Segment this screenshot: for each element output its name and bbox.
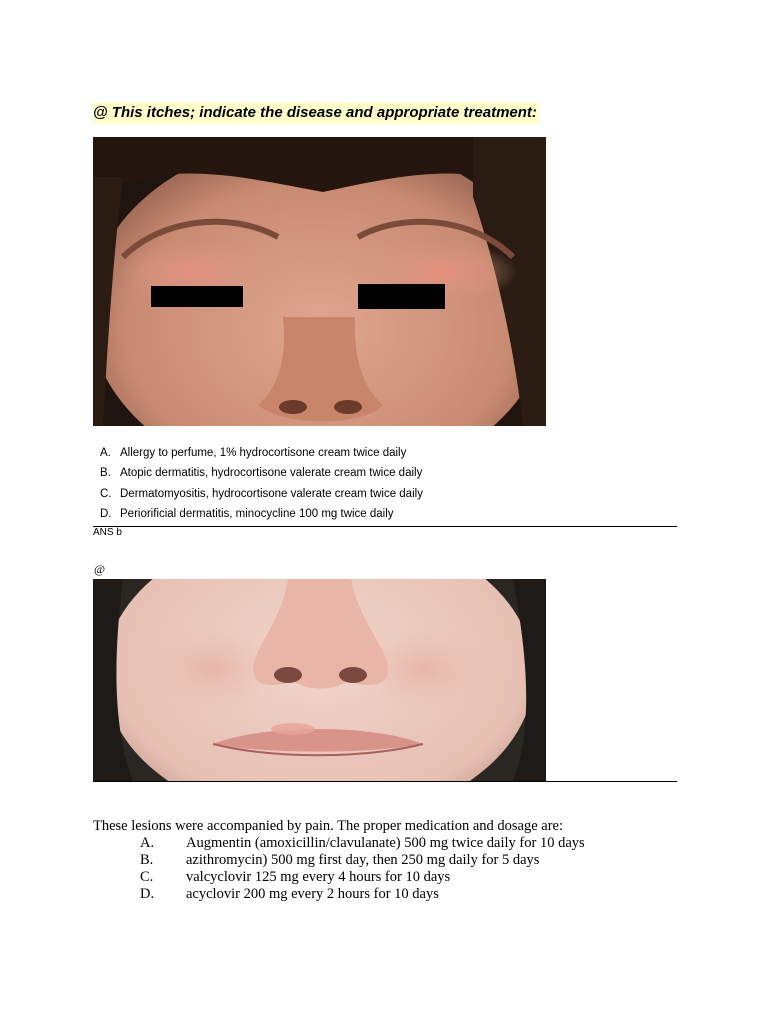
photo-perioral-lesions bbox=[93, 579, 546, 781]
option-a: A. Allergy to perfume, 1% hydrocortisone cream twice daily bbox=[100, 447, 407, 459]
question-2-stem: These lesions were accompanied by pain. The proper medication and dosage are: bbox=[93, 818, 563, 834]
photo-eyelid-dermatitis bbox=[93, 137, 546, 426]
question-1-options bbox=[100, 443, 423, 525]
divider bbox=[93, 526, 677, 527]
option-d: D. Perioriﬁcial dermatitis, minocycline 100 mg twice daily bbox=[100, 508, 394, 521]
question-1-title: @ This itches; indicate the disease and appropriate treatment: bbox=[93, 102, 539, 124]
divider bbox=[93, 781, 677, 782]
question-2-marker: @ bbox=[94, 562, 106, 576]
option-b: B. Atopic dermatitis, hydrocortisone valerate cream twice daily bbox=[100, 467, 423, 480]
answer-key: ANS b bbox=[93, 527, 122, 538]
option-c: C. valcyclovir 125 mg every 4 hours for 10 days bbox=[140, 869, 451, 885]
option-c: C. Dermatomyositis, hydrocortisone valerate cream twice daily bbox=[100, 487, 423, 500]
option-a: A. Augmentin (amoxicillin/clavulanate) 500 mg twice daily for 10 days bbox=[140, 835, 585, 851]
option-b: B. azithromycin) 500 mg first day, then 250 mg daily for 5 days bbox=[140, 852, 540, 868]
question-2-options bbox=[140, 835, 585, 903]
option-d: D. acyclovir 200 mg every 2 hours for 10 days bbox=[140, 886, 439, 902]
